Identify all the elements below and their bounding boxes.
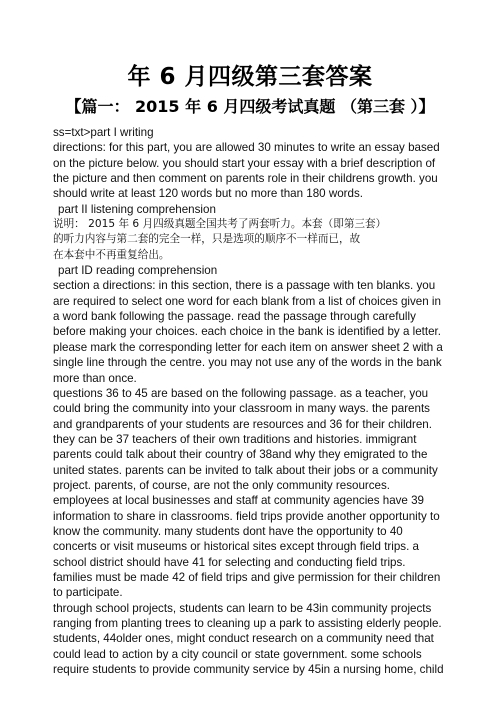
text-line: questions 36 to 45 are based on the following passage. as a teacher, you	[53, 386, 429, 400]
text-line: information to share in classrooms. field trips provide another opportunity to	[53, 509, 440, 523]
text-line: students, 44older ones, might conduct research on a community need that	[53, 632, 434, 646]
text-line: a word bank following the passage. read the passage through carefully	[53, 310, 416, 324]
text-line: parents could talk about their country of 38and why they emigrated to the	[53, 448, 428, 462]
text-line: could lead to action by a city council or state government. some schools	[53, 647, 422, 661]
document-title: 年 6 月四级第三套答案	[127, 64, 373, 90]
text-line: on the picture below. you should start your essay with a brief description of	[53, 156, 436, 170]
text-line: the picture and then comment on parents role in their childrens growth. you	[53, 172, 438, 186]
text-line: 在本套中不再重复给出。	[53, 248, 170, 261]
text-line: ranging from planting trees to cleaning up a park to assisting elderly people.	[53, 617, 442, 630]
text-line: concerts or visit museums or historical sites except through field trips. a	[53, 540, 419, 554]
text-line: to participate.	[53, 586, 123, 600]
text-line: should write at least 120 words but no more than 180 words.	[53, 187, 363, 201]
text-line: part ID reading comprehension	[58, 264, 218, 278]
text-line: project. parents, of course, are not the only community resources.	[53, 478, 391, 492]
text-line: section a directions: in this section, there is a passage with ten blanks. you	[53, 279, 436, 293]
text-line: know the community. many students dont have the opportunity to 40	[53, 524, 403, 538]
text-line: united states. parents can be invited to talk about their jobs or a community	[53, 463, 438, 477]
text-line: 的听力内容与第二套的完全一样，只是选项的顺序不一样而已，故	[53, 233, 361, 246]
text-line: 说明： 2015 年 6 月四级真题全国共考了两套听力。本套（即第三套）	[53, 218, 387, 231]
text-line: require students to provide community service by 45in a nursing home, child	[53, 663, 444, 677]
text-line: more than once.	[53, 371, 137, 385]
text-line: directions: for this part, you are allowed 30 minutes to write an essay based	[53, 141, 440, 155]
text-line: through school projects, students can learn to be 43in community projects	[53, 601, 432, 615]
text-line: they can be 37 teachers of their own traditions and histories. immigrant	[53, 432, 417, 446]
text-line: single line through the centre. you may not use any of the words in the bank	[53, 356, 442, 370]
text-line: please mark the corresponding letter for each item on answer sheet 2 with a	[53, 340, 443, 354]
text-line: families must be made 42 of field trips and give permission for their children	[53, 570, 441, 584]
text-line: school district should have 41 for selecting and conducting field trips.	[53, 555, 406, 569]
text-line: are required to select one word for each blank from a list of choices given in	[53, 294, 441, 308]
text-line: before making your choices. each choice in the bank is identified by a letter.	[53, 325, 441, 339]
document-body	[53, 125, 448, 677]
text-line: could bring the community into your classroom in many ways. the parents	[53, 402, 430, 416]
text-line: employees at local businesses and staff at community agencies have 39	[53, 494, 424, 508]
text-line: and grandparents of your students are resources and 36 for their children.	[53, 417, 432, 431]
document-subtitle: 【篇一： 2015 年 6 月四级考试真题 （第三套 ）】	[65, 97, 435, 116]
text-line: part II listening comprehension	[58, 202, 216, 216]
text-line: ss=txt>part I writing	[53, 126, 154, 139]
